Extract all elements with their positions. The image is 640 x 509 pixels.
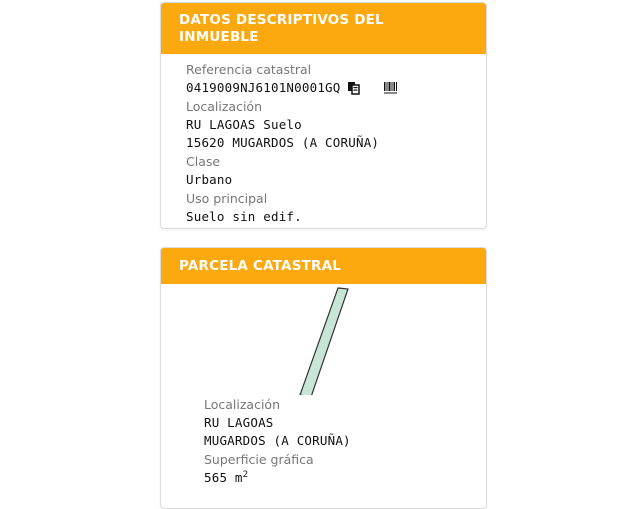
uso-value: Suelo sin edif.: [186, 209, 302, 224]
parcela-title: PARCELA CATASTRAL: [179, 257, 342, 274]
superficie-value: 565 m: [204, 470, 243, 485]
parcela-card: [160, 247, 487, 509]
inmueble-title: DATOS DESCRIPTIVOS DEL INMUEBLE: [179, 11, 384, 45]
parcela-localizacion-line2: MUGARDOS (A CORUÑA): [204, 433, 351, 448]
localizacion-label: Localización: [186, 99, 263, 114]
uso-label: Uso principal: [186, 191, 268, 206]
referencia-row: [186, 79, 486, 97]
localizacion-line2: 15620 MUGARDOS (A CORUÑA): [186, 135, 380, 150]
superficie-label: Superficie gráfica: [204, 452, 314, 467]
parcela-header: [161, 248, 486, 284]
clase-value: Urbano: [186, 172, 233, 187]
superficie-value-row: [204, 469, 486, 487]
referencia-value: 0419009NJ6101N0001GQ: [186, 80, 341, 95]
parcel-polygon[interactable]: [300, 288, 348, 395]
parcela-localizacion-label: Localización: [204, 397, 281, 412]
inmueble-card: [160, 2, 487, 229]
barcode-icon[interactable]: [383, 81, 397, 95]
parcel-shape-svg: [161, 284, 486, 395]
parcel-map[interactable]: [161, 284, 486, 395]
superficie-exp: 2: [242, 469, 249, 480]
clase-label: Clase: [186, 154, 221, 169]
referencia-label: Referencia catastral: [186, 62, 312, 77]
inmueble-header: [161, 3, 486, 54]
parcela-localizacion-line1: RU LAGOAS: [204, 415, 274, 430]
copy-icon[interactable]: [347, 81, 361, 95]
localizacion-line1: RU LAGOAS Suelo: [186, 117, 302, 132]
